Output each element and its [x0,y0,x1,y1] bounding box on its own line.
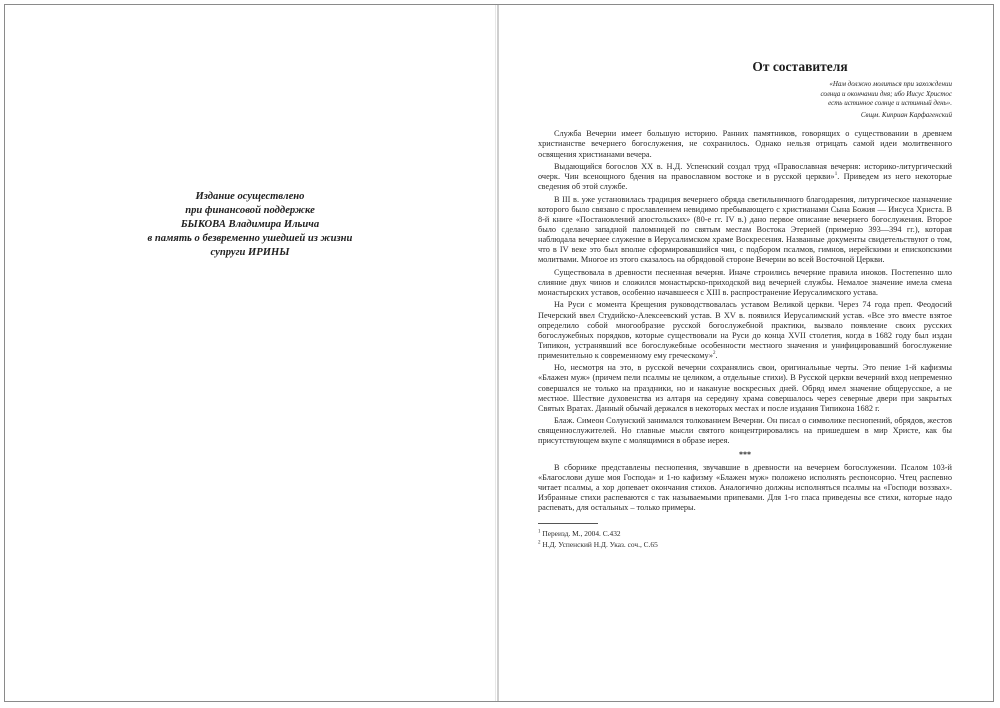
footnote-rule [538,523,598,524]
paragraph-text: На Руси с момента Крещения руководствовалась уставом Великой церкви. Через 74 года преп. Феодосий Печерский ввел Студийско-Алексеевский устав. В XV в. появился Иерусалимский устав. «Все это вместе взятое определило собой многообразие русской богослужебной практики, вызвало появление своих русских богослужебных порядков, которые существовали на Руси до конца XVII столетия, когда в 1682 году был издан Типикон, устранявший все богослужебные особенности местного значения и унифицировавший богослужение применительно к современному ему греческому» [538,300,952,360]
footnote-number: 2 [538,540,541,546]
epigraph-line: «Нам должно молиться при захождении [829,80,952,88]
dedication-line: при финансовой поддержке [185,205,315,216]
footnote-number: 1 [538,529,541,535]
paragraph-text: Выдающийся богослов XX в. Н.Д. Успенский создал труд «Православная вечерня: историко-литургический очерк. Чин всенощного бдения на православном востоке и в русской церкви» [538,162,952,182]
epigraph-quote [538,80,952,109]
epigraph-line: есть истинное солнце и истинный день». [828,99,952,108]
section-separator: *** [739,449,751,459]
gutter-shadow [495,5,496,701]
dedication-line: Издание осуществлено [195,191,305,202]
footnote-marker: 1 [834,172,838,178]
footnote [538,539,952,550]
paragraph-text: . [715,350,718,360]
dedication [100,190,400,260]
footnote-text: Н.Д. Успенский Н.Д. Указ. соч., С.65 [542,540,658,549]
body-text [538,129,952,550]
footnote-text: Переизд. М., 2004. С.432 [542,529,621,538]
dedication-line: БЫКОВА Владимира Ильича [180,219,320,230]
paragraph: Существовала в древности песненная вечерня. Иначе строились вечерние правила иноков. Постепенно шло слияние двух чинов и сложился монастырско-приходской вид вечерней службы. Немалое значение имела смена монастырских уставов, особенно начавшееся с XIII в. распространение Иерусалимского устава. [538,267,952,297]
paragraph [538,300,952,361]
epigraph-line: солнца и окончании дня; ибо Иисус Христос [820,89,952,98]
page-title: От составителя [752,59,848,74]
paragraph: В сборнике представлены песнопения, звучавшие в древности на вечернем богослужении. Псалом 103-й «Благослови душе моя Господа» и 1-ю кафизму «Блажен муж» положено исполнять респонсорно. Чтец распевно читает псалмы, а хор допевает окончания стихов. Аналогично должны исполняться псалмы на «Господи воззвах». Избранные стихи распеваются с так называемыми припевами. Для 1-го гласа приведены все стихи, которые надо распевать, для остальных – только примеры. [538,462,952,512]
epigraph [538,80,952,120]
footnote-marker: 2 [712,351,716,357]
paragraph [538,162,952,192]
paragraph: В III в. уже установилась традиция вечернего обряда светильничного благодарения, литургическое назначение которого было связано с прославлением невидимо пребывающего с христианами Сына Божия — Иисуса Христа. В 8-й книге «Постановлений апостольских» (80-е гг. IV в.) дано первое описание вечернего богослужения. Второе было сделано западной паломницей по святым местам Востока Этерией (примерно 393—394 гг.), которая наблюдала вечернее служение в Иерусалимском храме Воскресения. Названные документы свидетельствуют о том, что в IV веке это был вполне сформировавшийся чин, с подбором псалмов, гимнов, иерейскими и епископскими молитвами. Многое из этого сказалось на обрядовой стороне Вечерни во всей Восточной Церкви. [538,194,952,265]
paragraph: Блаж. Симеон Солунский занимался толкованием Вечерни. Он писал о символике песнопений, обрядов, жестов священнослужителей. Но главные мысли святого концентрировались на пришедшем в мир Христе, как бы присутствующем вкупе с молящимися в образе иерея. [538,416,952,446]
paragraph: Но, несмотря на это, в русской вечерни сохранялись свои, оригинальные черты. Это пение 1-й кафизмы «Блажен муж» (причем пели псалмы не целиком, а отдельные стихи). В Русской церкви вечерний вход непременно совершался не только на праздники, но и накануне воскресных дней. Обряд имел значение общерусское, а не местное. Шествие духовенства из алтаря на середину храма совершалось через северные двери при закрытых Святых Вратах. Данный обычай держался в некоторых местах и после издания Типикона 1682 г. [538,363,952,413]
paragraph: Служба Вечерни имеет большую историю. Ранних памятников, говорящих о существовании в древнем христианстве вечернего богослужения, не сохранилось. Однако нельзя отрицать самой идеи молитвенного освящения христианами вечера. [538,129,952,159]
paragraph-text: . Приведем из него некоторые сведения об этой службе. [538,172,952,192]
epigraph-author: Свщм. Киприан Карфагенский [860,110,952,119]
book-gutter [497,5,499,701]
right-page [538,56,952,550]
dedication-line: супруги ИРИНЫ [210,247,290,258]
footnote [538,528,952,539]
dedication-line: в память о безвременно ушедшей из жизни [147,233,353,244]
